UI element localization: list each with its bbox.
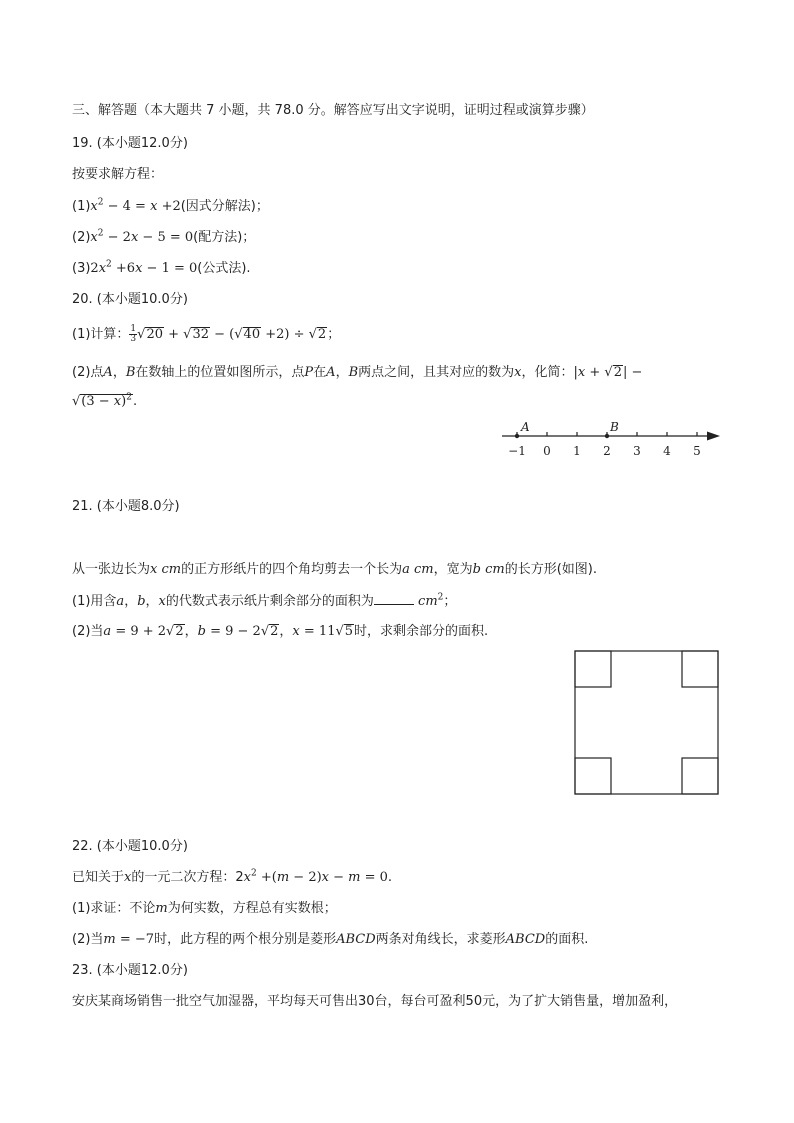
q20-frac-num: 1: [130, 324, 137, 334]
number-line-tick-label: 1: [573, 444, 581, 458]
q22-l1-c: +(: [256, 870, 277, 885]
q22-sup: 2: [250, 868, 257, 879]
q20-p2-r5: 2: [613, 365, 622, 380]
q21-c2: ，: [145, 594, 159, 609]
q19-p1-x: x: [90, 199, 98, 214]
point-a: [515, 434, 519, 438]
q19-title: 19. (本小题12.0分): [72, 136, 188, 151]
q20-p2-plus: +: [585, 365, 605, 380]
q19-p2-rest: − 5 = 0: [138, 230, 194, 245]
q19-p3-num: (3): [72, 261, 91, 276]
q19-intro: 按要求解方程：: [72, 167, 164, 182]
corner-cut-top-left: [575, 651, 611, 687]
q20-p1-prefix: (1)计算：: [72, 327, 130, 342]
q20-p2-x3: x: [113, 394, 122, 409]
answer-blank[interactable]: [374, 592, 414, 605]
q19-p1-x2: x: [150, 199, 158, 214]
radical-icon: √: [166, 624, 175, 639]
number-line-tick-label: 5: [693, 444, 701, 458]
q22-l2-a: (1)求证：不论: [72, 901, 156, 916]
q21-cm1: cm: [161, 562, 182, 577]
q23-line1: 安庆某商场销售一批空气加湿器，平均每天可售出30台，每台可盈利50元，为了扩大销售量，增加盈利，: [72, 994, 678, 1009]
q21-l2-c: ；: [443, 594, 457, 609]
q20-minus: − (: [210, 327, 235, 342]
q21-c1: ，: [124, 594, 138, 609]
q22-m: m: [276, 870, 290, 885]
square-outline: [575, 651, 718, 794]
q21-title: 21. (本小题8.0分): [72, 499, 180, 514]
q22-l2-b: 为何实数，方程总有实数根；: [167, 901, 337, 916]
q22-line2: [72, 900, 337, 918]
square-paper-figure: [574, 650, 720, 796]
q21-l2-a: (1)用含: [72, 594, 117, 609]
q21-l2-b: 的代数式表示纸片剩余部分的面积为: [165, 594, 374, 609]
q20-r3: 40: [243, 327, 261, 342]
q19-p2-sup: 2: [97, 228, 104, 239]
q20-fraction: [129, 325, 137, 344]
q22-l1-e: −: [329, 870, 349, 885]
number-line: [500, 418, 730, 464]
corner-cut-top-right: [682, 651, 718, 687]
section-header: 三、解答题（本大题共 7 小题，共 78.0 分。解答应写出文字说明，证明过程或演算步骤）: [72, 103, 594, 118]
q21-cm4: cm: [418, 594, 438, 609]
q19-p1-rest: +2: [157, 199, 181, 214]
q19-part1: [72, 198, 269, 216]
q21-l1-d: ，宽为: [433, 562, 473, 577]
q20-p2-text-e: ，化简：|: [521, 365, 578, 380]
q20-p2-text-d: 两点之间，且其对应的数为: [358, 365, 515, 380]
q21-b3: b: [197, 624, 206, 639]
q19-p1-sup: 2: [97, 197, 104, 208]
q21-r1: 2: [175, 624, 184, 639]
q23-title: 23. (本小题12.0分): [72, 963, 188, 978]
q22-m2: m: [348, 870, 361, 885]
q21-cm2: cm: [414, 562, 434, 577]
q20-p2-end: .: [132, 394, 138, 409]
q20-p2-x2: x: [577, 365, 586, 380]
q20-end1: ；: [327, 327, 341, 342]
q22-l1-b: 的一元二次方程：2: [131, 870, 244, 885]
q19-part3: [72, 260, 251, 278]
q22-l3-d: 的面积.: [545, 932, 589, 947]
q20-p2-comma2: ，: [335, 365, 349, 380]
q22-title: 22. (本小题10.0分): [72, 839, 188, 854]
radical-icon: √: [604, 365, 613, 380]
q20-p2-text-c: 在: [313, 365, 327, 380]
radical-icon: √: [260, 624, 270, 639]
q20-p2-A2: A: [326, 365, 336, 380]
q21-line1: [72, 561, 597, 579]
q21-l1-c: 的正方形纸片的四个角均剪去一个长为: [181, 562, 403, 577]
q20-p2-P: P: [304, 365, 314, 380]
q19-part2: [72, 229, 255, 247]
point-b: [605, 434, 609, 438]
q21-x3: x: [292, 624, 300, 639]
corner-cut-bottom-right: [682, 758, 718, 794]
q20-p2-x: x: [514, 365, 522, 380]
q20-p2-close: ): [121, 394, 127, 409]
q22-l1-a: 已知关于: [72, 870, 125, 885]
radical-icon: √: [308, 327, 317, 342]
q21-eq2: = 9 − 2: [205, 624, 261, 639]
q21-l1-a: 从一张边长为: [72, 562, 151, 577]
q21-a: a: [402, 562, 410, 577]
q21-eq3: = 11: [299, 624, 336, 639]
q21-sup: 2: [437, 592, 444, 603]
q20-r1: 20: [146, 327, 163, 342]
q21-line3: [72, 623, 488, 641]
q20-p2-abs-end: | −: [622, 365, 643, 380]
q21-l3-a: (2)当: [72, 624, 104, 639]
q21-r2: 2: [270, 624, 279, 639]
number-line-tick-label: 3: [633, 444, 641, 458]
corner-cut-bottom-left: [575, 758, 611, 794]
q19-p3-sup: 2: [106, 259, 112, 270]
q20-part2-line1: [72, 364, 642, 382]
q20-r4: 2: [317, 327, 327, 342]
q19-p3-a: 2: [90, 261, 99, 276]
q21-x: x: [150, 562, 158, 577]
q20-p2-radicand: [80, 394, 133, 409]
q22-l3-a: (2)当: [72, 932, 104, 947]
q21-cm3: cm: [485, 562, 505, 577]
q19-p1-eq: − 4 =: [103, 199, 151, 214]
q19-p2-x2: x: [130, 230, 139, 245]
radical-icon: √: [72, 394, 81, 409]
q20-p2-text-a: (2)点: [72, 365, 104, 380]
point-a-label: A: [521, 420, 530, 434]
q19-p2-num: (2): [72, 230, 91, 245]
q22-l3-c: 两条对角线长，求菱形: [375, 932, 506, 947]
arrow-right-icon: [707, 432, 720, 441]
number-line-tick-label: 0: [543, 444, 551, 458]
q22-line3: [72, 931, 588, 949]
q20-p2-B: B: [125, 365, 136, 380]
number-line-tick-label: −1: [508, 444, 526, 458]
q21-l3-b: 时，求剩余部分的面积.: [354, 624, 489, 639]
q22-l1-d: − 2): [289, 870, 322, 885]
number-line-tick-label: 4: [663, 444, 671, 458]
q22-abcd2: ABCD: [505, 932, 546, 947]
q21-eq1: = 9 + 2: [111, 624, 167, 639]
q21-l1-e: 的长方形(如图).: [504, 562, 598, 577]
q22-x2: x: [243, 870, 251, 885]
q22-line1: [72, 869, 392, 887]
q20-p2-comma1: ，: [112, 365, 126, 380]
q19-p2-method: (配方法)；: [193, 230, 256, 245]
q22-abcd1: ABCD: [336, 932, 376, 947]
q20-p2-B2: B: [348, 365, 359, 380]
q20-part2-line2: [72, 393, 137, 411]
q21-c3: ，: [184, 624, 198, 639]
q21-a3: a: [103, 624, 112, 639]
q21-b: b: [472, 562, 481, 577]
q19-p1-num: (1): [72, 199, 91, 214]
radical-icon: √: [335, 624, 344, 639]
q21-line2: [72, 592, 456, 611]
q20-plus1: +: [164, 327, 184, 342]
q20-p2-inner: (3 −: [81, 394, 114, 409]
q20-r2: 32: [192, 327, 210, 342]
radical-icon: √: [137, 327, 146, 342]
q20-title: 20. (本小题10.0分): [72, 292, 188, 307]
q20-part1: [72, 325, 340, 344]
q22-m3: m: [155, 901, 168, 916]
number-line-tick-label: 2: [603, 444, 611, 458]
q19-p3-method: (公式法).: [197, 261, 251, 276]
q19-p2-mid: − 2: [103, 230, 131, 245]
q19-p1-method: (因式分解法)；: [180, 199, 269, 214]
q22-m4: m: [103, 932, 116, 947]
q22-l1-f: = 0.: [360, 870, 393, 885]
q19-p3-x2: x: [135, 261, 143, 276]
q22-l3-b: = −7时，此方程的两个根分别是菱形: [115, 932, 337, 947]
q20-frac-den: 3: [130, 334, 137, 344]
q19-p3-mid: +6: [111, 261, 136, 276]
q21-a2: a: [116, 594, 125, 609]
q22-x: x: [124, 870, 132, 885]
q20-p2-sup: 2: [126, 392, 132, 403]
q21-x2: x: [158, 594, 166, 609]
point-b-label: B: [610, 420, 619, 434]
q21-b2: b: [137, 594, 146, 609]
q19-p3-rest: − 1 = 0: [142, 261, 198, 276]
q21-c4: ，: [279, 624, 293, 639]
radical-icon: √: [183, 327, 192, 342]
radical-icon: √: [234, 327, 243, 342]
q20-p2-text-b: 在数轴上的位置如图所示，点: [135, 365, 305, 380]
q20-p2-A: A: [103, 365, 113, 380]
q19-p2-x: x: [90, 230, 98, 245]
q20-plus2: +2) ÷: [261, 327, 309, 342]
q19-p3-x: x: [98, 261, 107, 276]
q21-r3: 5: [344, 624, 354, 639]
q22-x3: x: [321, 870, 329, 885]
